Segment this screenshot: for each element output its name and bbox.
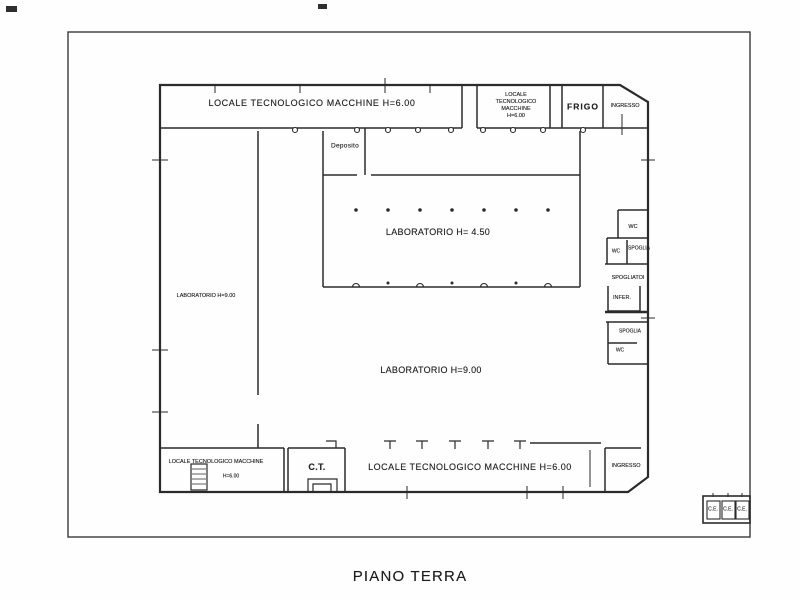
scan-artifact — [6, 4, 327, 12]
room-label-wc-lower: WC — [615, 347, 625, 354]
ce-box-label: C.E. — [723, 506, 733, 513]
pilaster-marks — [384, 441, 526, 449]
room-label-lab-main: LABORATORIO H=9.00 — [380, 365, 482, 376]
ce-box-label: C.E. — [708, 506, 718, 513]
plan-title: PIANO TERRA — [352, 567, 468, 585]
room-label-bottom-left-height: H=6.00 — [222, 473, 240, 480]
building-outline — [160, 85, 648, 492]
room-label-ingresso-bottom: INGRESSO — [611, 462, 641, 469]
room-label-spogliatoi: SPOGLIATOI — [611, 274, 645, 281]
room-label-top-right-locale — [496, 92, 537, 120]
room-label-line: LOCALE — [505, 92, 527, 98]
room-label-wc-mid: WC — [611, 248, 621, 255]
room-label-lab-left: LABORATORIO H=9.00 — [176, 292, 236, 299]
room-label-line: MACCHINE — [501, 106, 531, 112]
room-label-line: H=6.00 — [507, 113, 525, 119]
room-label-infermeria: INFER. — [612, 294, 632, 301]
ce-box-label: C.E. — [737, 506, 747, 513]
room-label-lab-center: LABORATORIO H= 4.50 — [385, 227, 491, 238]
room-label-wc-top: WC — [628, 223, 638, 230]
room-label-frigo: FRIGO — [567, 101, 599, 112]
equipment-box — [191, 464, 207, 490]
room-label-ct: C.T. — [308, 462, 326, 473]
room-label-bottom-band: LOCALE TECNOLOGICO MACCHINE H=6.00 — [368, 462, 572, 473]
room-label-line: TECNOLOGICO — [495, 99, 537, 105]
interior-walls — [160, 85, 648, 492]
room-label-bottom-left-locale: LOCALE TECNOLOGICO MACCHINE — [168, 458, 264, 465]
column-dots — [354, 208, 550, 284]
room-label-ingresso-top: INGRESSO — [610, 102, 640, 109]
room-label-spoglia-lower: SPOGLIA — [619, 328, 641, 335]
room-label-deposito: Deposito — [330, 142, 360, 150]
room-label-top-band: LOCALE TECNOLOGICO MACCHINE H=6.00 — [208, 98, 416, 109]
room-label-spoglia-upper: SPOGLIA — [628, 245, 650, 252]
